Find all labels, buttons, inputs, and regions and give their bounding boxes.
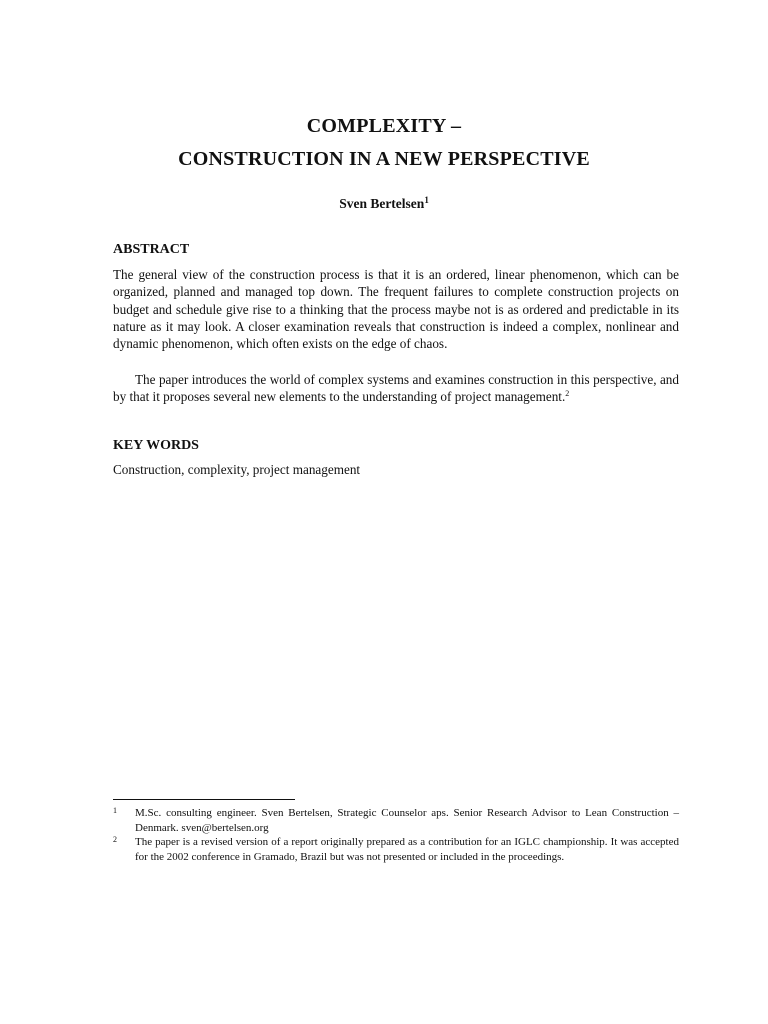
author-name: [0, 196, 768, 212]
footnote-2-text: The paper is a revised version of a report originally prepared as a contribution for an IGLC championship. It was accepted for the 2002 conference in Gramado, Brazil but was not presented or included in the proceedings.: [135, 836, 679, 863]
footnote-1-text: M.Sc. consulting engineer. Sven Bertelsen, Strategic Counselor aps. Senior Research Advisor to Lean Construction – Denmark. sven@bertelsen.org: [135, 807, 679, 834]
author-name-text: Sven Bertelsen: [339, 196, 425, 211]
footnote-1: [113, 806, 679, 836]
abstract-paragraph-2-text: The paper introduces the world of complex systems and examines construction in this perspective, and by that it proposes several new elements to the understanding of project management.: [113, 372, 679, 405]
keywords-heading: KEY WORDS: [113, 438, 199, 453]
paper-title-line2: CONSTRUCTION IN A NEW PERSPECTIVE: [178, 148, 590, 170]
keywords-text: Construction, complexity, project management: [113, 462, 361, 477]
footnote-1-mark: 1: [113, 806, 117, 815]
abstract-heading: ABSTRACT: [113, 242, 190, 257]
abstract-footnote-mark: 2: [565, 389, 570, 399]
author-footnote-mark: 1: [424, 195, 429, 205]
abstract-paragraph-2: [113, 371, 679, 406]
footnote-2: [113, 835, 679, 865]
footnote-divider: [113, 799, 295, 800]
abstract-paragraph-1: The general view of the construction process is that it is an ordered, linear phenomenon, which can be organized, planned and managed top down. The frequent failures to complete construction projects on budget and schedule give rise to a thinking that the process maybe not is as ordered and predictable in its nature as it may look. A closer examination reveals that construction is indeed a complex, nonlinear and dynamic phenomenon, which often exists on the edge of chaos.: [113, 267, 679, 352]
footnote-2-mark: 2: [113, 835, 117, 844]
paper-title-line1: COMPLEXITY –: [306, 115, 462, 137]
